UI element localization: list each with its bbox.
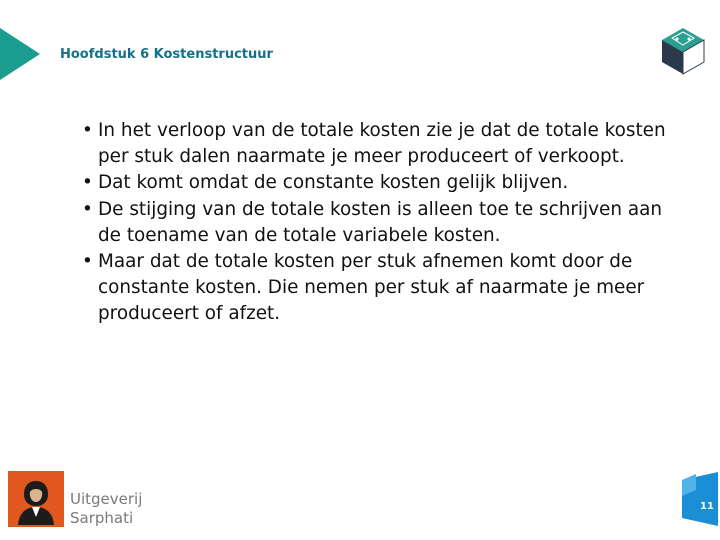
page-badge-icon: [674, 470, 718, 528]
publisher-logo: [8, 471, 208, 531]
bullet-list: [82, 118, 682, 328]
page-number: 11: [700, 501, 714, 512]
bullet-item: • In het verloop van de totale kosten zie je dat de totale kosten per stuk dalen naarmate je meer produceert of verkoopt.: [82, 118, 682, 170]
cube-logo-icon: [660, 26, 706, 76]
left-accent-triangle: [0, 28, 40, 80]
publisher-name-line2: Sarphati: [70, 509, 134, 527]
page-title: Hoofdstuk 6 Kostenstructuur: [60, 47, 273, 62]
portrait-logo-icon: [8, 471, 64, 527]
publisher-name-line1: Uitgeverij: [70, 490, 143, 508]
publisher-name: [70, 490, 142, 528]
bullet-item: • De stijging van de totale kosten is alleen toe te schrijven aan de toename van de totale variabele kosten.: [82, 197, 682, 249]
bullet-item: • Maar dat de totale kosten per stuk afnemen komt door de constante kosten. Die nemen per stuk af naarmate je meer produceert of afzet.: [82, 249, 682, 328]
bullet-item: • Dat komt omdat de constante kosten gelijk blijven.: [82, 170, 682, 196]
